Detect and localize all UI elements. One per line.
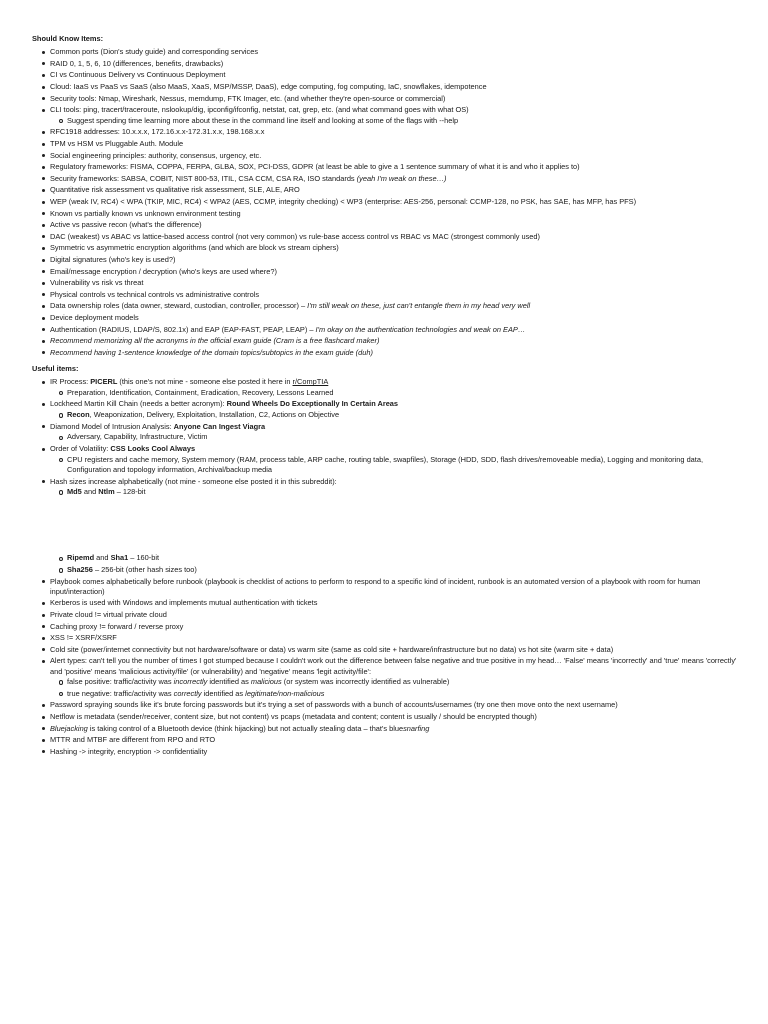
sub-list-text: , Weaponization, Delivery, Exploitation, Installation, C2, Actions on Objective bbox=[89, 410, 340, 420]
mnemonic: PICERL bbox=[90, 377, 118, 387]
list-item bbox=[42, 325, 748, 335]
list-item: TPM vs HSM vs Pluggable Auth. Module bbox=[42, 139, 748, 149]
emphasis: Bluejacking bbox=[50, 723, 88, 733]
sub-list-text: – 128-bit bbox=[114, 487, 146, 497]
list-item: Regulatory frameworks: FISMA, COPPA, FERPA, GLBA, SOX, PCI-DSS, GDPR (at least be able to give a 1 sentence summary of what it is and who it applies to) bbox=[42, 162, 748, 172]
sub-list-item bbox=[59, 677, 748, 687]
sub-list-text: identified as bbox=[207, 677, 251, 687]
sub-list-item bbox=[59, 689, 748, 699]
mnemonic: Anyone Can Ingest Viagra bbox=[173, 421, 266, 431]
emphasis: malicious bbox=[250, 677, 282, 687]
term: Recon bbox=[67, 410, 90, 420]
list-item: Social engineering principles: authority, consensus, urgency, etc. bbox=[42, 151, 748, 161]
emphasis: legitimate/non-malicious bbox=[245, 688, 325, 698]
list-item bbox=[42, 105, 748, 126]
list-item: Quantitative risk assessment vs qualitative risk assessment, SLE, ALE, ARO bbox=[42, 185, 748, 195]
list-item: Device deployment models bbox=[42, 313, 748, 323]
list-item-text: (this one's not mine - someone else posted it here in bbox=[117, 377, 293, 387]
list-item: RFC1918 addresses: 10.x.x.x, 172.16.x.x-172.31.x.x, 198.168.x.x bbox=[42, 127, 748, 137]
list-item bbox=[42, 477, 748, 576]
list-item-text: Alert types: can't tell you the number of times I got stumped because I couldn't work out the difference between false negative and true positive in my head… 'False' means 'incorrectly' and 'true' means 'correctly' and 'positive' means 'malicious activity/file' (or vulnerability) and 'negative' means 'legit activity/file': bbox=[50, 656, 737, 676]
list-item bbox=[42, 399, 748, 420]
sub-list bbox=[50, 455, 748, 475]
list-item bbox=[42, 656, 748, 699]
sub-list bbox=[50, 553, 748, 575]
sub-list-item bbox=[59, 553, 748, 563]
list-item: Cloud: IaaS vs PaaS vs SaaS (also MaaS, XaaS, MSP/MSSP, DaaS), edge computing, fog computing, IaC, snowflakes, idempotence bbox=[42, 82, 748, 92]
list-item-text: Security frameworks: SABSA, COBIT, NIST 800-53, ITIL, CSA CCM, CSA RA, ISO standards bbox=[50, 173, 357, 183]
list-item: RAID 0, 1, 5, 6, 10 (differences, benefits, drawbacks) bbox=[42, 59, 748, 69]
sub-list-text: – 160-bit bbox=[128, 553, 160, 563]
blank-space bbox=[50, 499, 748, 553]
sub-list-item bbox=[59, 410, 748, 420]
list-item: Common ports (Dion's study guide) and corresponding services bbox=[42, 47, 748, 57]
list-item: Caching proxy != forward / reverse proxy bbox=[42, 622, 748, 632]
list-item: Vulnerability vs risk vs threat bbox=[42, 278, 748, 288]
list-item bbox=[42, 377, 748, 398]
list-item: Playbook comes alphabetically before runbook (playbook is checklist of actions to perform to respond to a specific kind of incident, runbook is an automated version of a playbook with room for human input/interaction) bbox=[42, 577, 748, 597]
term: Md5 bbox=[67, 487, 82, 497]
term: Sha1 bbox=[110, 553, 129, 563]
list-item: Digital signatures (who's key is used?) bbox=[42, 255, 748, 265]
list-item: WEP (weak IV, RC4) < WPA (TKIP, MIC, RC4) < WPA2 (AES, CCMP, integrity checking) < WP3 (enterprise: AES-256, personal: CCMP-128, no PSK, has SAE, has MFP, has PFS) bbox=[42, 197, 748, 207]
list-item: DAC (weakest) vs ABAC vs lattice-based access control (not very common) vs rule-base access control vs RBAC vs MAC (strongest commonly used) bbox=[42, 232, 748, 242]
list-item-text: Lockheed Martin Kill Chain (needs a better acronym): bbox=[50, 399, 227, 409]
sub-list bbox=[50, 388, 748, 398]
list-item: Security tools: Nmap, Wireshark, Nessus, memdump, FTK Imager, etc. (and whether they're open-source or commercial) bbox=[42, 94, 748, 104]
sub-list-text: (or system was incorrectly identified as vulnerable) bbox=[281, 677, 450, 687]
list-item-note: I'm okay on the authentication technologies and weak on EAP… bbox=[315, 324, 526, 334]
list-item bbox=[42, 301, 748, 311]
list-item-text: CLI tools: ping, tracert/traceroute, nslookup/dig, ipconfig/ifconfig, netstat, cat, grep, etc. (and what command goes with what OS) bbox=[50, 105, 469, 115]
list-item: Recommend memorizing all the acronyms in the official exam guide (Cram is a free flashcard maker) bbox=[42, 336, 748, 346]
sub-list-text: and bbox=[94, 553, 111, 563]
list-item: Physical controls vs technical controls vs administrative controls bbox=[42, 290, 748, 300]
term: Ntlm bbox=[98, 487, 115, 497]
list-item-text: Data ownership roles (data owner, steward, custodian, controller, processor) – bbox=[50, 301, 308, 311]
mnemonic: Round Wheels Do Exceptionally In Certain Areas bbox=[226, 399, 399, 409]
list-item-note: (yeah I'm weak on these…) bbox=[356, 173, 447, 183]
useful-items-heading: Useful items: bbox=[32, 363, 79, 373]
list-item bbox=[42, 422, 748, 443]
list-item-text: Diamond Model of Intrusion Analysis: bbox=[50, 421, 174, 431]
term: Ripemd bbox=[67, 553, 95, 563]
list-item bbox=[42, 444, 748, 475]
list-item: Hashing -> integrity, encryption -> confidentiality bbox=[42, 747, 748, 757]
sub-list-text: – 256-bit (other hash sizes too) bbox=[92, 564, 197, 574]
subreddit-link[interactable]: r/CompTIA bbox=[292, 377, 329, 387]
list-item: Active vs passive recon (what's the difference) bbox=[42, 220, 748, 230]
list-item: Netflow is metadata (sender/receiver, content size, but not content) vs pcaps (metadata and content; content is usually / should be encrypted though) bbox=[42, 712, 748, 722]
list-item: Recommend having 1-sentence knowledge of the domain topics/subtopics in the exam guide (duh) bbox=[42, 348, 748, 358]
sub-list-item bbox=[59, 487, 748, 497]
list-item: CI vs Continuous Delivery vs Continuous Deployment bbox=[42, 70, 748, 80]
list-item: Symmetric vs asymmetric encryption algorithms (and which are block vs stream ciphers) bbox=[42, 243, 748, 253]
emphasis: incorrectly bbox=[173, 677, 208, 687]
sub-list bbox=[50, 116, 748, 126]
sub-list bbox=[50, 432, 748, 442]
useful-items-list bbox=[32, 377, 748, 757]
list-item: XSS != XSRF/XSRF bbox=[42, 633, 748, 643]
mnemonic: CSS Looks Cool Always bbox=[110, 444, 196, 454]
list-item bbox=[42, 174, 748, 184]
sub-list bbox=[50, 487, 748, 497]
emphasis: correctly bbox=[173, 688, 202, 698]
sub-list-item: Suggest spending time learning more about these in the command line itself and looking at some of the flags with --help bbox=[59, 116, 748, 126]
sub-list-text: true negative: traffic/activity was bbox=[67, 688, 174, 698]
sub-list-text: false positive: traffic/activity was bbox=[67, 677, 174, 687]
term: Sha256 bbox=[67, 564, 93, 574]
list-item bbox=[42, 724, 748, 734]
list-item: Known vs partially known vs unknown environment testing bbox=[42, 209, 748, 219]
list-item-text: is taking control of a Bluetooth device (think hijacking) but not actually stealing data – that's blue bbox=[87, 723, 404, 733]
list-item: Password spraying sounds like it's brute forcing passwords but it's trying a set of passwords with a bunch of accounts/usernames (try one then move onto the next username) bbox=[42, 700, 748, 710]
list-item: Cold site (power/internet connectivity but not hardware/software or data) vs warm site (same as cold site + hardware/infrastructure but no data) vs hot site (warm site + data) bbox=[42, 645, 748, 655]
list-item: Email/message encryption / decryption (who's keys are used where?) bbox=[42, 267, 748, 277]
list-item: Kerberos is used with Windows and implements mutual authentication with tickets bbox=[42, 598, 748, 608]
sub-list-text: identified as bbox=[201, 688, 246, 698]
emphasis: snarfing bbox=[403, 723, 430, 733]
sub-list bbox=[50, 677, 748, 699]
sub-list-text: and bbox=[81, 487, 99, 497]
sub-list-item: Adversary, Capability, Infrastructure, Victim bbox=[59, 432, 748, 442]
list-item-text: Authentication (RADIUS, LDAP/S, 802.1x) and EAP (EAP-FAST, PEAP, LEAP) – bbox=[50, 324, 316, 334]
should-know-list bbox=[32, 47, 748, 358]
sub-list bbox=[50, 410, 748, 420]
list-item: MTTR and MTBF are different from RPO and RTO bbox=[42, 735, 748, 745]
sub-list-item: CPU registers and cache memory, System memory (RAM, process table, ARP cache, routing table, swapfiles), Storage (HDD, SDD, flash drives/removeable media), Logging and monitoring data, Configuration and topology information, Archival/backup media bbox=[59, 455, 748, 475]
should-know-heading: Should Know Items: bbox=[32, 34, 104, 43]
list-item-text: Order of Volatility: bbox=[50, 444, 111, 454]
list-item-text: Hash sizes increase alphabetically (not mine - someone else posted it in this subreddit): bbox=[50, 476, 337, 486]
list-item: Private cloud != virtual private cloud bbox=[42, 610, 748, 620]
list-item-note: I'm still weak on these, just can't entangle them in my head very well bbox=[307, 301, 531, 311]
list-item-text: IR Process: bbox=[50, 377, 91, 387]
sub-list-item bbox=[59, 565, 748, 575]
sub-list-item: Preparation, Identification, Containment, Eradication, Recovery, Lessons Learned bbox=[59, 388, 748, 398]
